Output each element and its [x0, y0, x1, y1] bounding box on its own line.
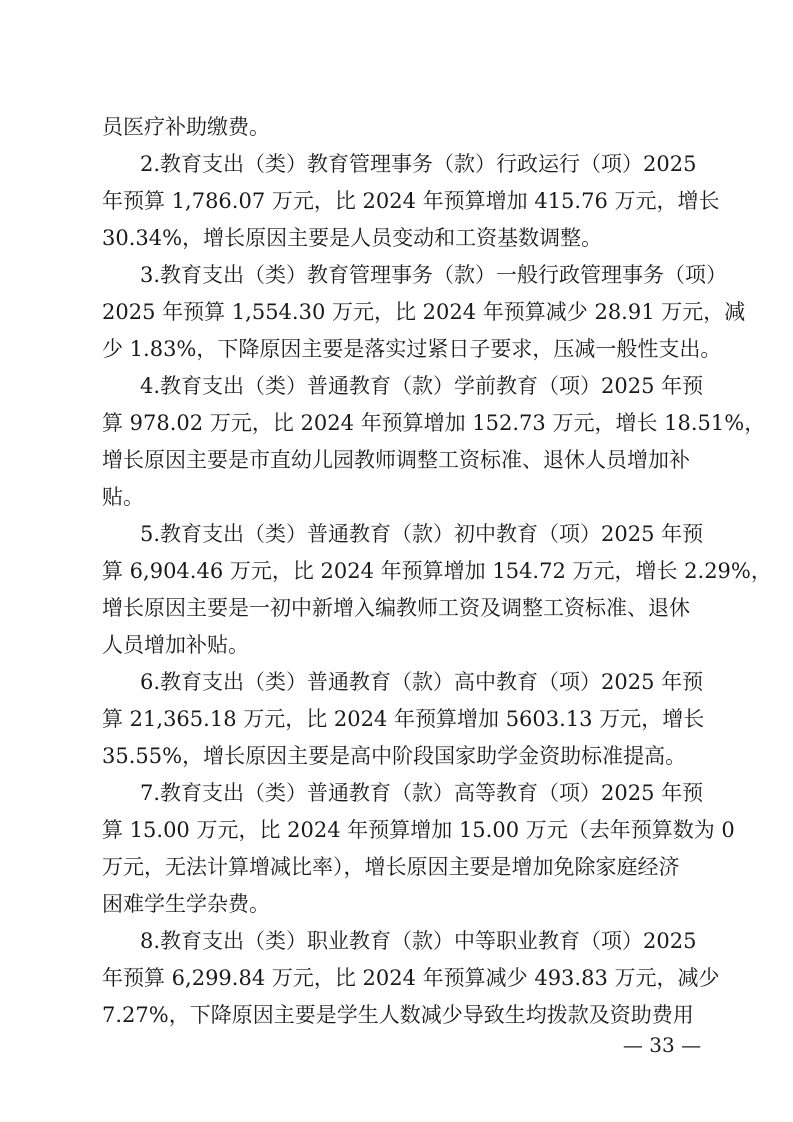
paragraph-heading-line: 7.教育支出（类）普通教育（款）高等教育（项）2025 年预	[140, 781, 704, 805]
text-line: 算 6,904.46 万元，比 2024 年预算增加 154.72 万元，增长 2.29%，	[102, 559, 772, 583]
text-line: 少 1.83%，下降原因主要是落实过紧日子要求，压减一般性支出。	[102, 337, 722, 361]
text-line: 35.55%，增长原因主要是高中阶段国家助学金资助标准提高。	[102, 744, 687, 768]
paragraph-heading-line: 4.教育支出（类）普通教育（款）学前教育（项）2025 年预	[140, 374, 704, 398]
text-line: 员医疗补助缴费。	[102, 115, 270, 139]
text-line: 2025 年预算 1,554.30 万元，比 2024 年预算减少 28.91 万元，减	[102, 300, 746, 324]
text-line: 年预算 6,299.84 万元，比 2024 年预算减少 493.83 万元，减少	[102, 966, 720, 990]
text-line: 困难学生学杂费。	[102, 892, 270, 916]
text-line: 增长原因主要是一初中新增入编教师工资及调整工资标准、退休	[102, 596, 690, 620]
text-line: 增长原因主要是市直幼儿园教师调整工资标准、退休人员增加补	[102, 448, 690, 472]
text-line: 30.34%，增长原因主要是人员变动和工资基数调整。	[102, 226, 603, 250]
text-line: 贴。	[102, 485, 144, 509]
text-line: 万元，无法计算增减比率），增长原因主要是增加免除家庭经济	[102, 855, 680, 879]
text-line: 算 978.02 万元，比 2024 年预算增加 152.73 万元，增长 18.51%，	[102, 411, 766, 435]
paragraph-heading-line: 8.教育支出（类）职业教育（款）中等职业教育（项）2025	[140, 929, 697, 953]
text-line: 算 15.00 万元，比 2024 年预算增加 15.00 万元（去年预算数为 0	[102, 818, 735, 842]
text-line: 年预算 1,786.07 万元，比 2024 年预算增加 415.76 万元，增长	[102, 189, 720, 213]
text-line: 算 21,365.18 万元，比 2024 年预算增加 5603.13 万元，增长	[102, 707, 705, 731]
paragraph-heading-line: 5.教育支出（类）普通教育（款）初中教育（项）2025 年预	[140, 522, 704, 546]
text-line: 7.27%，下降原因主要是学生人数减少导致生均拨款及资助费用	[102, 1003, 694, 1027]
paragraph-heading-line: 6.教育支出（类）普通教育（款）高中教育（项）2025 年预	[140, 670, 704, 694]
text-line: 人员增加补贴。	[102, 633, 249, 657]
paragraph-heading-line: 2.教育支出（类）教育管理事务（款）行政运行（项）2025	[140, 152, 697, 176]
paragraph-heading-line: 3.教育支出（类）教育管理事务（款）一般行政管理事务（项）	[140, 263, 728, 287]
page-number: — 33 —	[622, 1033, 702, 1057]
